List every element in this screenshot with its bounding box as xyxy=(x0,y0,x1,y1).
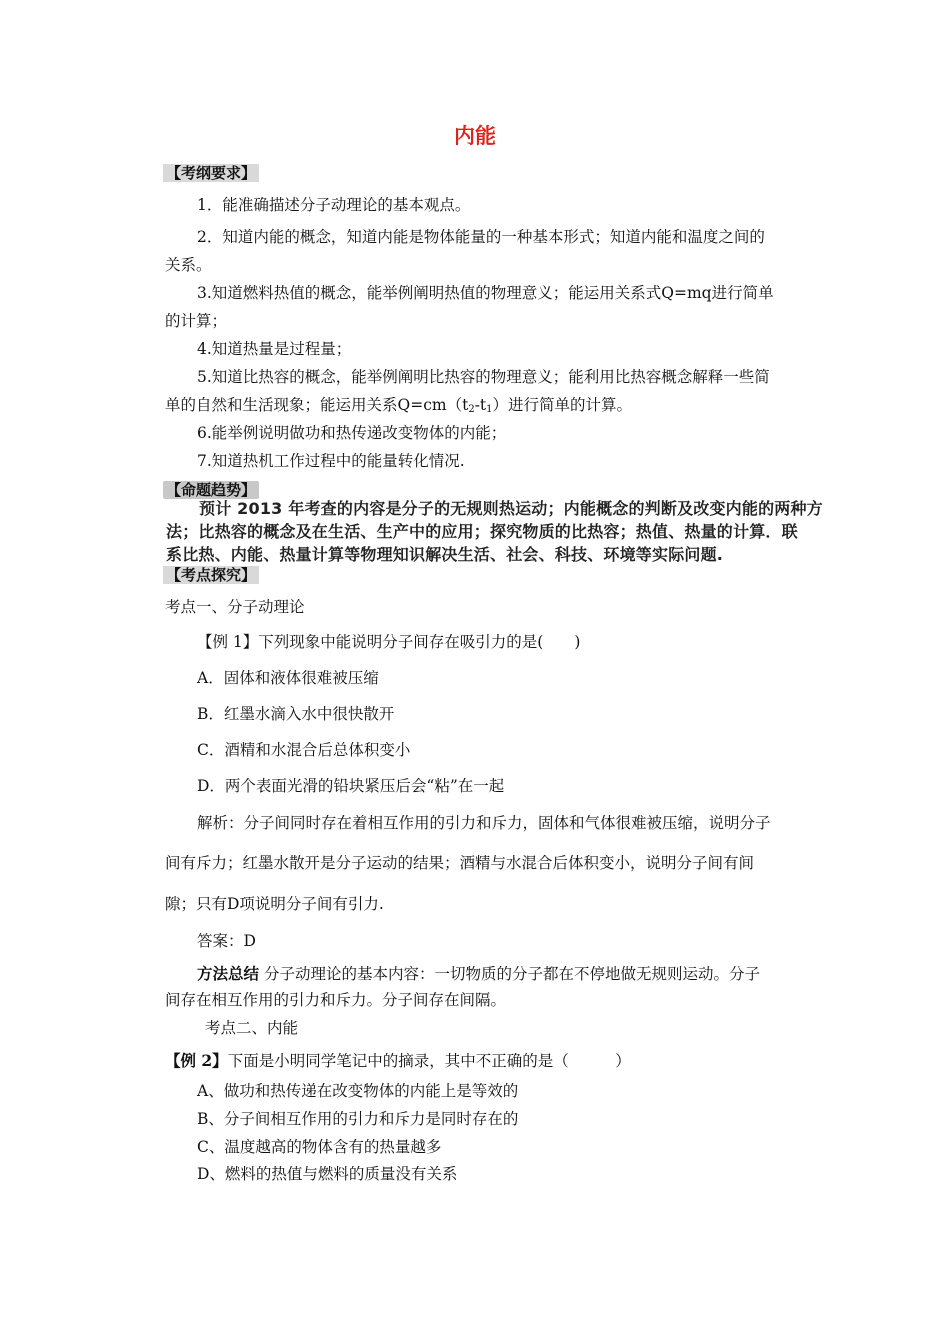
trend-line-1: 预计 2013 年考查的内容是分子的无规则热运动；内能概念的判断及改变内能的两种方 xyxy=(199,499,823,518)
example-1-option-b: B．红墨水滴入水中很快散开 xyxy=(197,705,395,723)
method-summary-line-1 xyxy=(197,964,760,984)
formula-text-before: 单的自然和生活现象；能运用关系Q=cm（t xyxy=(165,396,469,414)
formula-text-after: ）进行简单的计算。 xyxy=(492,396,633,414)
trend-line-2: 法；比热容的概念及在生活、生产中的应用；探究物质的比热容；热值、热量的计算．联 xyxy=(166,522,798,541)
requirement-item-4: 4.知道热量是过程量； xyxy=(197,340,352,358)
requirement-item-2: 2．知道内能的概念，知道内能是物体能量的一种基本形式；知道内能和温度之间的 xyxy=(197,228,765,246)
method-summary-line-2: 间存在相互作用的引力和斥力。分子间存在间隔。 xyxy=(165,991,507,1009)
point-1-title: 考点一、分子动理论 xyxy=(165,598,305,616)
example-1-option-a: A．固体和液体很难被压缩 xyxy=(197,669,379,687)
point-2-title: 考点二、内能 xyxy=(205,1019,299,1037)
requirement-item-1: 1．能准确描述分子动理论的基本观点。 xyxy=(197,196,471,214)
example-1-option-d: D．两个表面光滑的铅块紧压后会“粘”在一起 xyxy=(197,777,505,795)
example-1-analysis-3: 隙；只有D项说明分子间有引力. xyxy=(165,895,384,913)
subscript-1: 1 xyxy=(486,404,493,415)
explore-header: 【考点探究】 xyxy=(163,566,259,584)
requirement-item-5-cont xyxy=(165,395,632,420)
method-summary-label: 方法总结 xyxy=(197,964,260,983)
example-1-analysis-2: 间有斥力；红墨水散开是分子运动的结果；酒精与水混合后体积变小，说明分子间有间 xyxy=(165,854,755,872)
example-1-answer: 答案：D xyxy=(197,932,256,950)
example-1-question: 【例 1】下列现象中能说明分子间存在吸引力的是( ) xyxy=(197,633,581,651)
example-2-text: 下面是小明同学笔记中的摘录，其中不正确的是（ ） xyxy=(227,1052,631,1070)
example-1-option-c: C．酒精和水混合后总体积变小 xyxy=(197,741,411,759)
requirement-item-7: 7.知道热机工作过程中的能量转化情况. xyxy=(197,452,465,470)
example-2-label: 【例 2】 xyxy=(165,1051,228,1070)
requirement-item-2-cont: 关系。 xyxy=(165,256,212,274)
trend-line-3: 系比热、内能、热量计算等物理知识解决生活、社会、科技、环境等实际问题. xyxy=(166,545,724,564)
requirement-item-5: 5.知道比热容的概念，能举例阐明比热容的物理意义；能利用比热容概念解释一些简 xyxy=(197,368,770,386)
example-2-option-d: D、燃料的热值与燃料的质量没有关系 xyxy=(197,1165,458,1183)
subscript-2: 2 xyxy=(468,404,475,415)
example-2-question xyxy=(165,1051,631,1071)
example-1-analysis-1: 解析：分子间同时存在着相互作用的引力和斥力，固体和气体很难被压缩，说明分子 xyxy=(197,814,771,832)
requirement-item-3: 3.知道燃料热值的概念，能举例阐明热值的物理意义；能运用关系式Q=mq进行简单 xyxy=(197,284,774,302)
example-2-option-c: C、温度越高的物体含有的热量越多 xyxy=(197,1138,442,1156)
example-2-option-b: B、分子间相互作用的引力和斥力是同时存在的 xyxy=(197,1110,519,1128)
requirement-item-6: 6.能举例说明做功和热传递改变物体的内能； xyxy=(197,424,507,442)
method-summary-text: 分子动理论的基本内容：一切物质的分子都在不停地做无规则运动。分子 xyxy=(259,965,760,983)
formula-dash: -t xyxy=(474,396,487,414)
trend-header: 【命题趋势】 xyxy=(163,481,259,499)
requirement-item-3-cont: 的计算； xyxy=(165,312,228,330)
example-2-option-a: A、做功和热传递在改变物体的内能上是等效的 xyxy=(197,1082,519,1100)
requirements-header: 【考纲要求】 xyxy=(163,164,259,182)
page-title: 内能 xyxy=(454,124,496,148)
